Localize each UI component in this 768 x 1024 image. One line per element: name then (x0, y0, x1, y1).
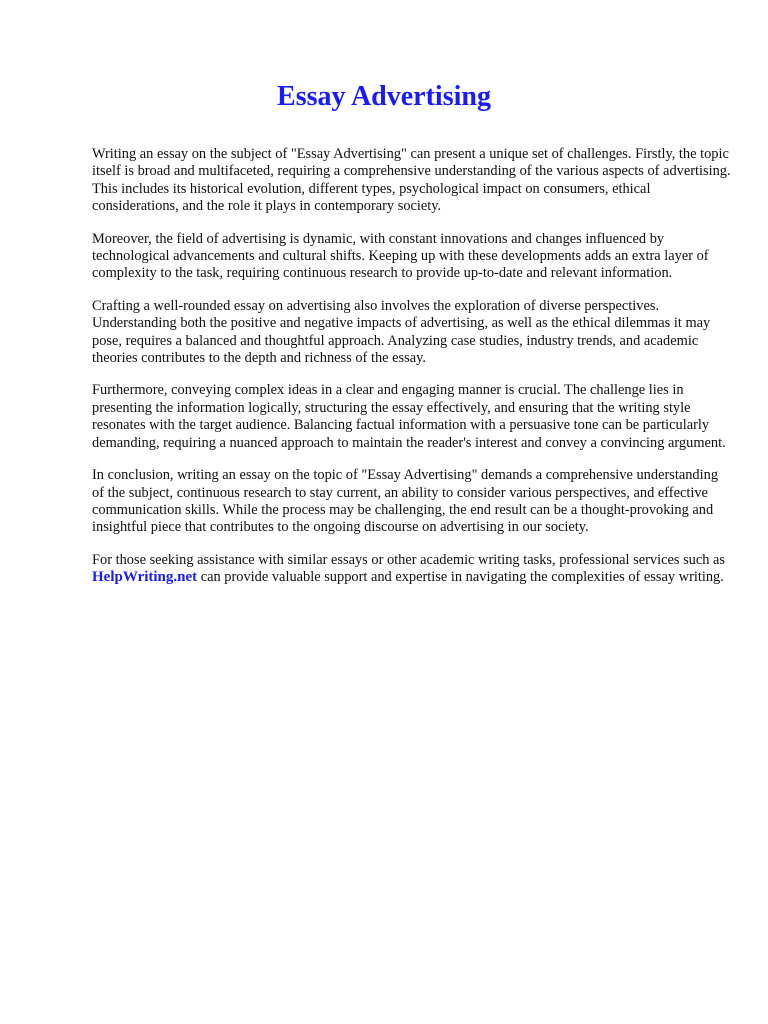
closing-text-after: can provide valuable support and expertise in navigating the complexities of essay writing. (197, 569, 724, 586)
paragraph-4: Furthermore, conveying complex ideas in a clear and engaging manner is crucial. The challenge lies in presenting the information logically, structuring the essay effectively, and ensuring that the writing style resonates with the target audience. Balancing factual information with a persuasive tone can be particularly demanding, requiring a nuanced approach to maintain the reader's interest and convey a convincing argument. (92, 382, 726, 451)
essay-body (92, 146, 732, 602)
paragraph-5: In conclusion, writing an essay on the topic of "Essay Advertising" demands a comprehensive understanding of the subject, continuous research to stay current, an ability to consider various perspectives, and effective communication skills. While the process may be challenging, the end result can be a thought-provoking and insightful piece that contributes to the ongoing discourse on advertising in our society. (92, 467, 719, 536)
paragraph-3: Crafting a well-rounded essay on advertising also involves the exploration of diverse perspectives. Understanding both the positive and negative impacts of advertising, as well as the ethical dilemmas it may pose, requires a balanced and thoughtful approach. Analyzing case studies, industry trends, and academic theories contributes to the depth and richness of the essay. (92, 297, 711, 367)
closing-paragraph (92, 552, 732, 587)
closing-text-before: For those seeking assistance with similar essays or other academic writing tasks, professional services such as (92, 551, 726, 568)
paragraph-2: Moreover, the field of advertising is dynamic, with constant innovations and changes influenced by technological advancements and cultural shifts. Keeping up with these developments adds an extra layer of complexity to the task, requiring continuous research to provide up-to-date and relevant information. (92, 230, 709, 282)
page-title: Essay Advertising (277, 81, 491, 112)
paragraph-1: Writing an essay on the subject of "Essay Advertising" can present a unique set of challenges. Firstly, the topic itself is broad and multifaceted, requiring a comprehensive understanding of the various aspects of advertising. This includes its historical evolution, different types, psychological impact on consumers, ethical considerations, and the role it plays in contemporary society. (92, 146, 731, 215)
helpwriting-link[interactable]: HelpWriting.net (92, 569, 198, 586)
